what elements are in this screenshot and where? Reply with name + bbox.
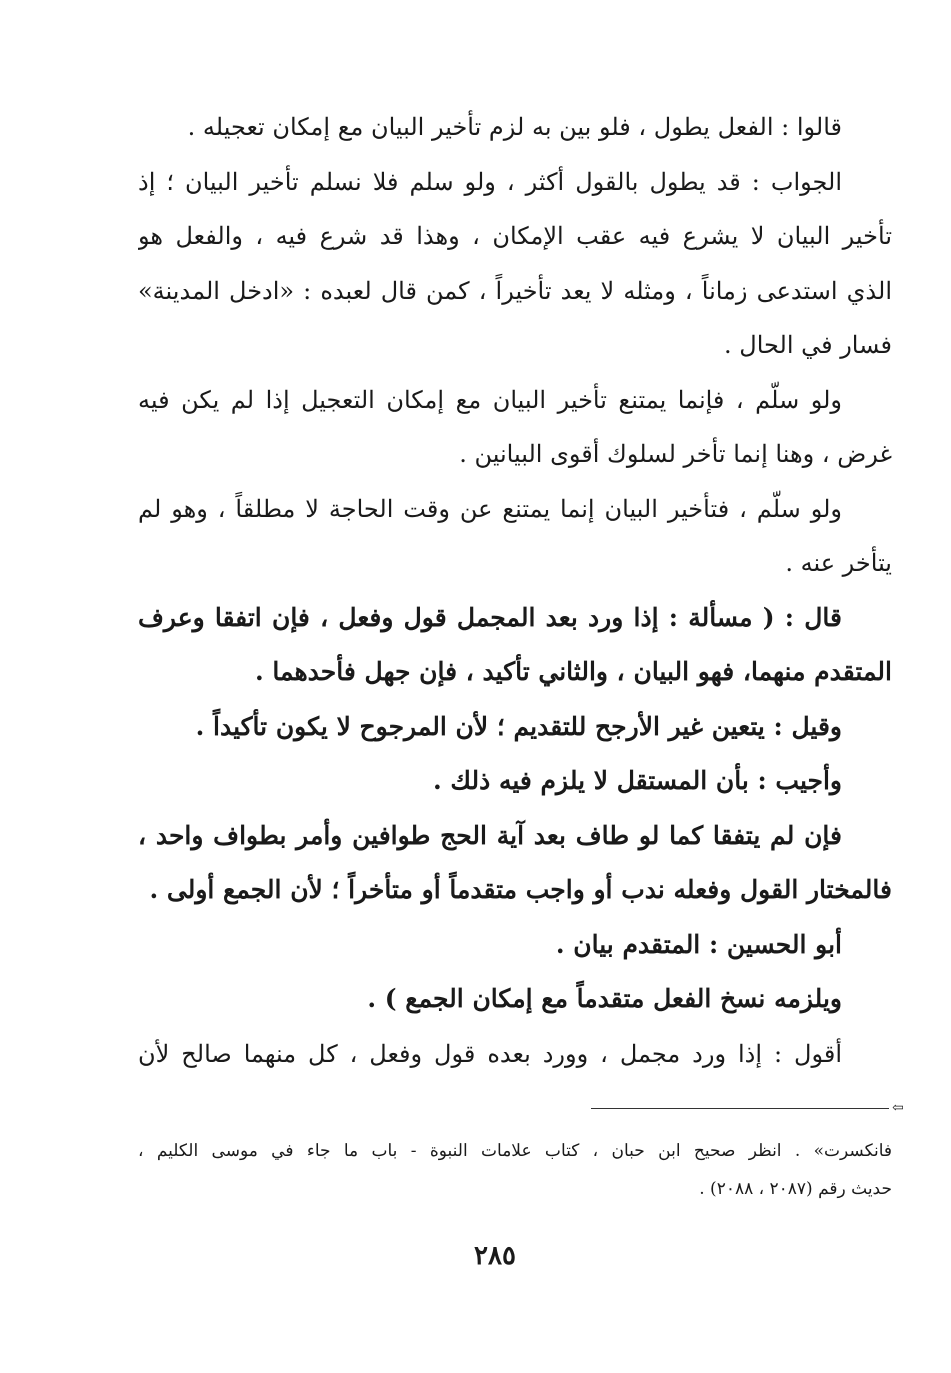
- footnote-line: فانكسرت» . انظر صحيح ابن حبان ، كتاب علامات النبوة - باب ما جاء في موسى الكليم ،: [138, 1141, 892, 1161]
- text-line-bold: فالمختار القول وفعله ندب أو واجب متقدماً أو متأخراً ؛ لأن الجمع أولى .: [149, 875, 892, 904]
- text-line: الجواب : قد يطول بالقول أكثر ، ولو سلم فلا نسلم تأخير البيان ؛ إذ: [138, 167, 842, 196]
- text-line-bold: قال : ( مسألة : إذا ورد بعد المجمل قول وفعل ، فإن اتفقا وعرف: [138, 602, 842, 632]
- text-line: الذي استدعى زماناً ، ومثله لا يعد تأخيراً ، كمن قال لعبده : «ادخل المدينة»: [138, 276, 892, 305]
- text-line: غرض ، وهنا إنما تأخر لسلوك أقوى البيانين .: [459, 440, 892, 468]
- page-number: ٢٨٥: [474, 1241, 516, 1271]
- footnotes: [138, 1132, 892, 1208]
- footnote-arrow-icon: ⇦: [892, 1100, 904, 1116]
- text-line-bold: وأجيب : بأن المستقل لا يلزم فيه ذلك .: [433, 766, 842, 795]
- text-line-bold: فإن لم يتفقا كما لو طاف بعد آية الحج طوافين وأمر بطواف واحد ،: [138, 820, 842, 850]
- text-line: قالوا : الفعل يطول ، فلو بين به لزم تأخير البيان مع إمكان تعجيله .: [187, 113, 842, 141]
- text-line: ولو سلّم ، فتأخير البيان إنما يمتنع عن وقت الحاجة لا مطلقاً ، وهو لم: [138, 494, 842, 523]
- text-line: أقول : إذا ورد مجمل ، وورد بعده قول وفعل ، كل منهما صالح لأن: [138, 1039, 842, 1068]
- footnote-line: حديث رقم (٢٠٨٧ ، ٢٠٨٨) .: [699, 1179, 892, 1199]
- text-line-bold: المتقدم منهما، فهو البيان ، والثاني تأكيد ، فإن جهل فأحدهما .: [255, 657, 892, 686]
- footnote-divider: [591, 1108, 889, 1109]
- text-line: فسار في الحال .: [724, 331, 892, 359]
- text-line-bold: وقيل : يتعين غير الأرجح للتقديم ؛ لأن المرجوح لا يكون تأكيداً .: [195, 711, 842, 741]
- main-text: [138, 100, 892, 1081]
- text-line: يتأخر عنه .: [785, 549, 892, 577]
- text-line-bold: ويلزمه نسخ الفعل متقدماً مع إمكان الجمع ) .: [367, 984, 842, 1013]
- text-line: تأخير البيان لا يشرع فيه عقب الإمكان ، وهذا قد شرع فيه ، والفعل هو: [138, 222, 892, 250]
- text-line: ولو سلّم ، فإنما يمتنع تأخير البيان مع إمكان التعجيل إذا لم يكن فيه: [138, 385, 842, 414]
- text-line-bold: أبو الحسين : المتقدم بيان .: [555, 929, 842, 959]
